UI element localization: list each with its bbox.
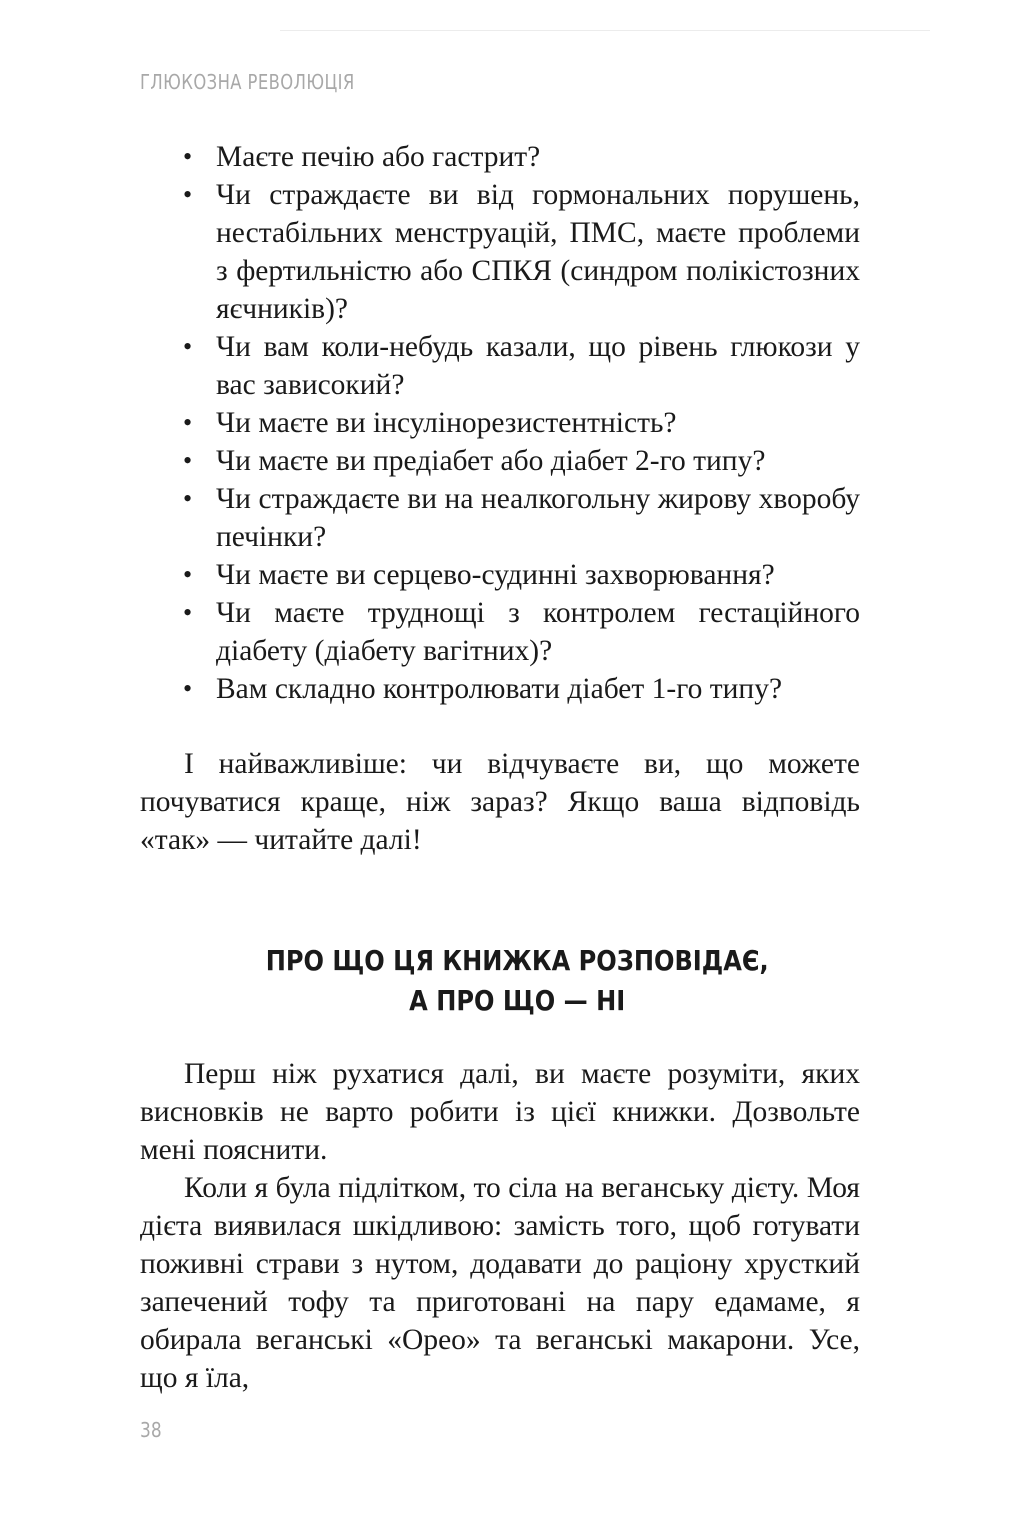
bullet-icon: •	[183, 484, 193, 513]
bullet-icon: •	[183, 142, 193, 171]
list-item	[140, 594, 860, 670]
list-item	[140, 556, 860, 594]
closing-paragraph: І найважливіше: чи відчуваєте ви, що можете почуватися краще, ніж зараз? Якщо ваша відповідь «так» — читайте далі!	[140, 748, 860, 856]
list-item-text: Чи маєте ви серцево-судинні захворювання?	[216, 559, 775, 591]
bullet-icon: •	[183, 446, 193, 475]
list-item-text: Чи страждаєте ви від гормональних порушень, нестабільних менструацій, ПМС, маєте проблеми з фертильністю або СПКЯ (синдром полікістозних яєчників)?	[216, 179, 860, 325]
section-heading-line-2: А ПРО ЩО — НІ	[409, 984, 626, 1017]
question-list	[140, 138, 860, 708]
list-item-text: Вам складно контролювати діабет 1-го типу?	[216, 673, 783, 705]
list-item-text: Чи вам коли-небудь казали, що рівень глюкози у вас зависокий?	[216, 331, 860, 401]
bullet-icon: •	[183, 408, 193, 437]
section-heading	[190, 941, 809, 1021]
section-heading-line-1: ПРО ЩО ЦЯ КНИЖКА РОЗПОВІДАЄ,	[265, 944, 769, 977]
page-number: 38	[140, 1418, 162, 1442]
list-item	[140, 404, 860, 442]
list-item	[140, 328, 860, 404]
page-body	[140, 138, 860, 1397]
list-item-text: Чи маєте ви інсулінорезистентність?	[216, 407, 677, 439]
top-rule	[280, 30, 930, 31]
body-paragraph: Коли я була підлітком, то сіла на веганську дієту. Моя дієта виявилася шкідливою: замість того, щоб готувати поживні страви з нутом, додавати до раціону хрусткий запечений тофу та приготовані на пару едамаме, я обирала веганські «Орео» та веганські макарони. Усе, що я їла,	[140, 1172, 860, 1394]
list-item-text: Чи маєте труднощі з контролем гестаційного діабету (діабету вагітних)?	[216, 597, 860, 667]
bullet-icon: •	[183, 674, 193, 703]
bullet-icon: •	[183, 332, 193, 361]
list-item-text: Чи маєте ви предіабет або діабет 2-го типу?	[216, 445, 766, 477]
body-paragraph: Перш ніж рухатися далі, ви маєте розуміти, яких висновків не варто робити із цієї книжки. Дозвольте мені пояснити.	[140, 1058, 860, 1166]
list-item	[140, 442, 860, 480]
list-item	[140, 480, 860, 556]
list-item	[140, 138, 860, 176]
bullet-icon: •	[183, 560, 193, 589]
list-item-text: Маєте печію або гастрит?	[216, 141, 541, 173]
list-item	[140, 176, 860, 328]
list-item-text: Чи страждаєте ви на неалкогольну жирову хворобу печінки?	[216, 483, 860, 553]
list-item	[140, 670, 860, 708]
bullet-icon: •	[183, 598, 193, 627]
bullet-icon: •	[183, 180, 193, 209]
running-head: ГЛЮКОЗНА РЕВОЛЮЦІЯ	[140, 70, 355, 94]
